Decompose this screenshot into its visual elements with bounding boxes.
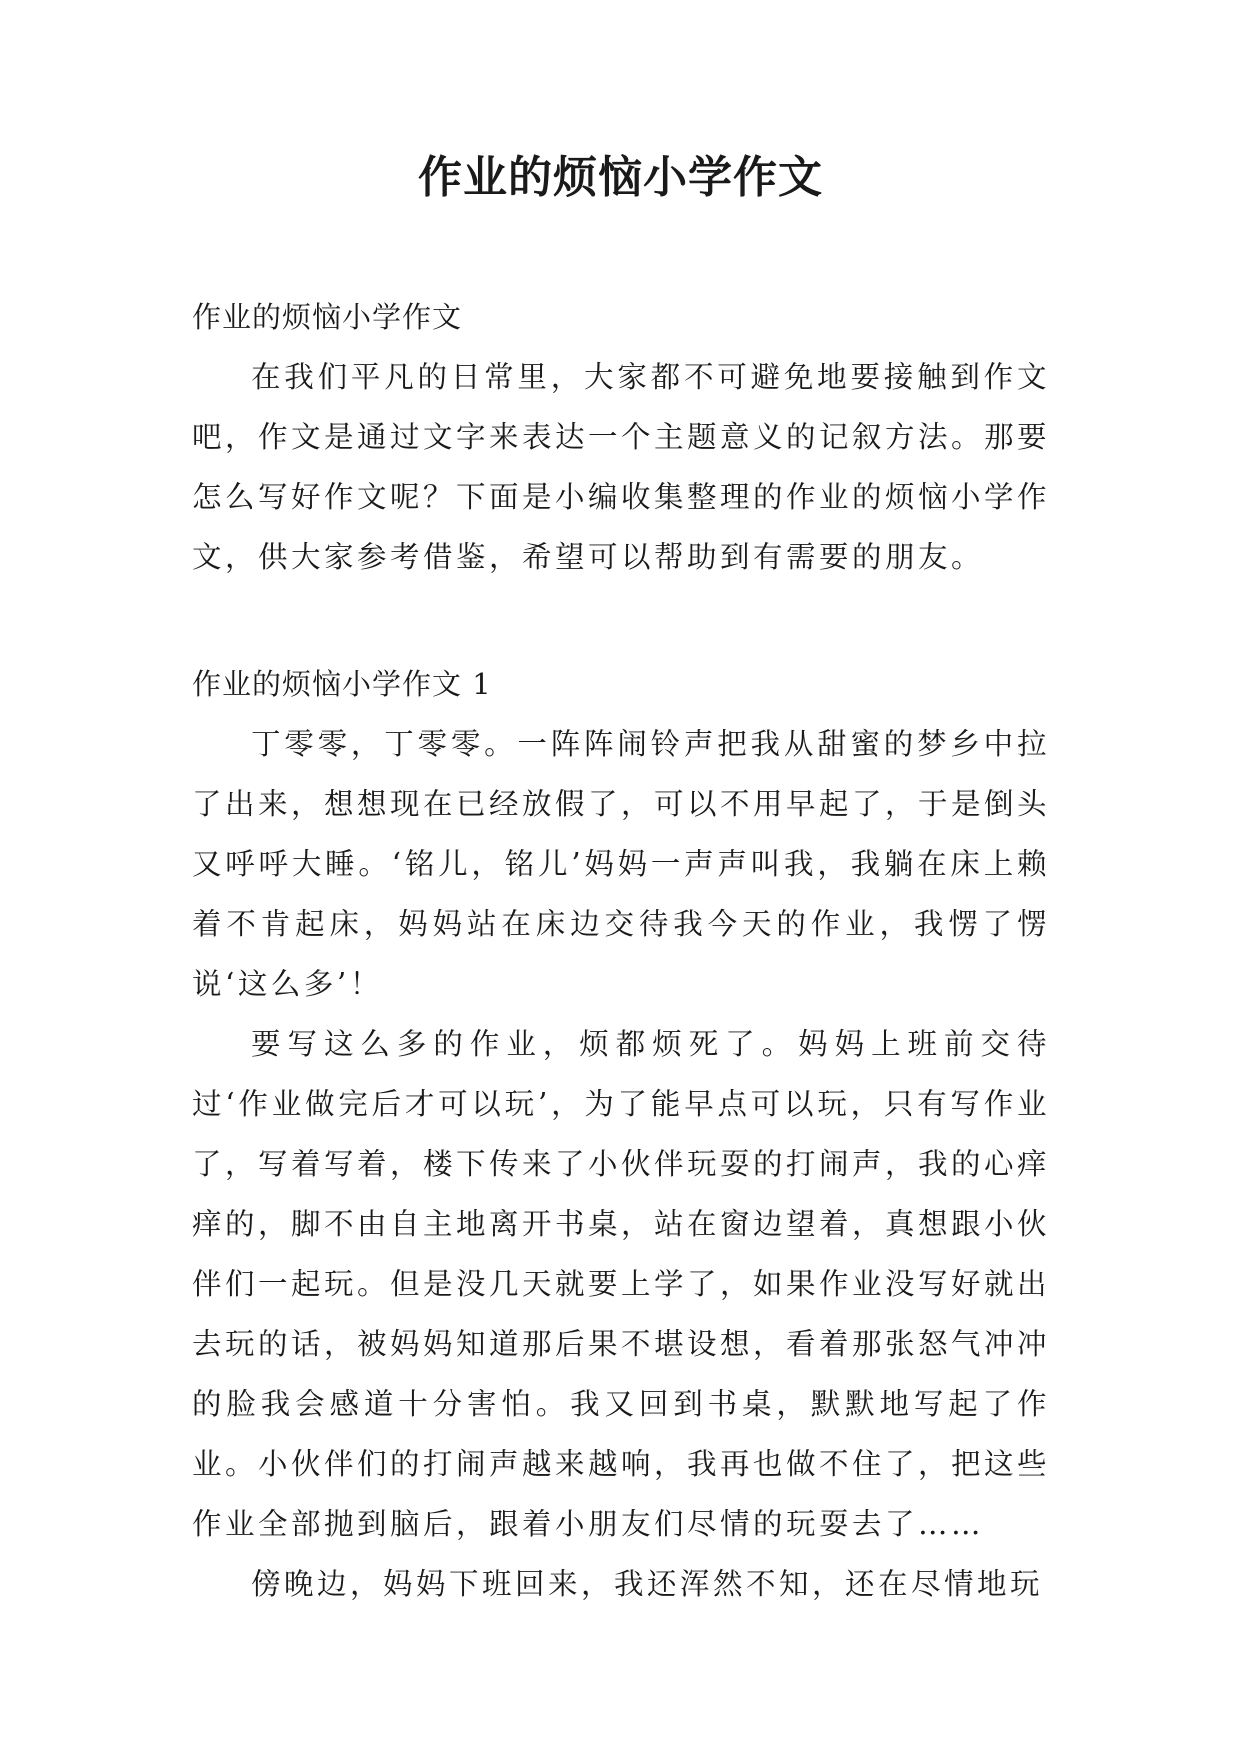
section-spacer (192, 587, 1050, 654)
section1-paragraph-3: 傍晚边，妈妈下班回来，我还浑然不知，还在尽情地玩 (251, 1567, 1044, 1601)
section1-paragraph-1: 丁零零，丁零零。一阵阵闹铃声把我从甜蜜的梦乡中拉了出来，想想现在已经放假了，可以不用早起了，于是倒头又呼呼大睡。‘铭儿，铭儿’妈妈一声声叫我，我躺在床上赖着不肯起床，妈妈站在床边交待我今天的作业，我愣了愣说‘这么多’！ (192, 727, 1051, 1001)
document-title: 作业的烦恼小学作文 (418, 152, 823, 203)
intro-paragraph: 在我们平凡的日常里，大家都不可避免地要接触到作文吧，作文是通过文字来表达一个主题意义的记叙方法。那要怎么写好作文呢？下面是小编收集整理的作业的烦恼小学作文，供大家参考借鉴，希望可以帮助到有需要的朋友。 (192, 360, 1051, 574)
section1-heading: 作业的烦恼小学作文 1 (192, 667, 492, 701)
section1-paragraph-2: 要写这么多的作业，烦都烦死了。妈妈上班前交待过‘作业做完后才可以玩’，为了能早点可以玩，只有写作业了，写着写着，楼下传来了小伙伴玩耍的打闹声，我的心痒痒的，脚不由自主地离开书桌，站在窗边望着，真想跟小伙伴们一起玩。但是没几天就要上学了，如果作业没写好就出去玩的话，被妈妈知道那后果不堪设想，看着那张怒气冲冲的脸我会感道十分害怕。我又回到书桌，默默地写起了作业。小伙伴们的打闹声越来越响，我再也做不住了，把这些作业全部抛到脑后，跟着小朋友们尽情的玩耍去了…… (192, 1027, 1051, 1541)
document-body (192, 287, 1050, 1614)
intro-heading: 作业的烦恼小学作文 (192, 300, 463, 334)
